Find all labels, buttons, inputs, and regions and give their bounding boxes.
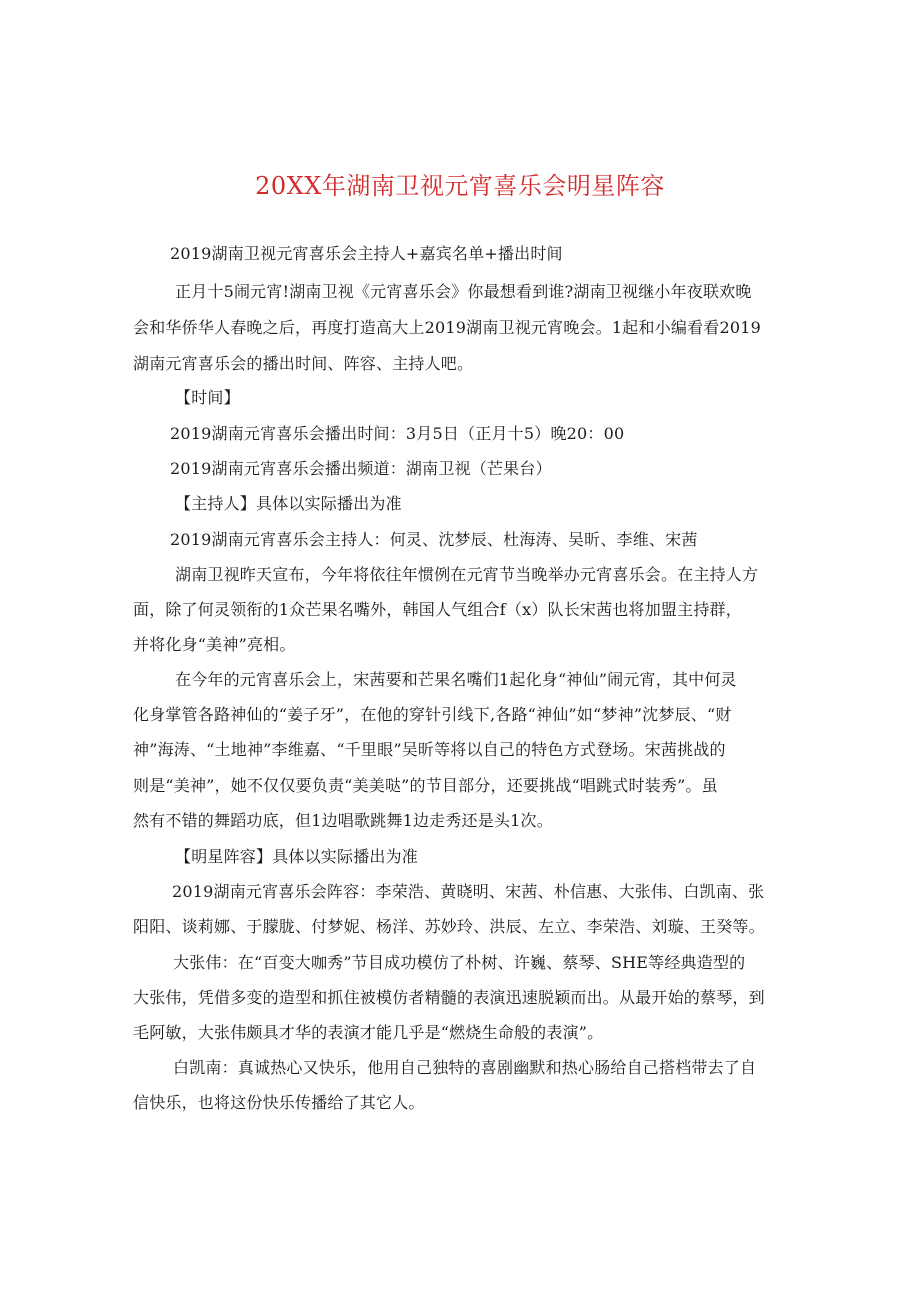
section-heading-time: 【时间】 [175,388,240,407]
paragraph-line: 并将化身“美神”亮相。 [133,635,296,654]
paragraph-line: 2019湖南元宵喜乐会阵容：李荣浩、黄晓明、宋茜、朴信惠、大张伟、白凯南、张 [172,882,765,901]
subtitle-line: 2019湖南卫视元宵喜乐会主持人+嘉宾名单+播出时间 [170,244,563,263]
paragraph-line: 然有不错的舞蹈功底，但1边唱歌跳舞1边走秀还是头1次。 [133,811,553,830]
section-heading-host: 【主持人】具体以实际播出为准 [175,494,402,513]
paragraph-line: 白凯南：真诚热心又快乐，他用自己独特的喜剧幽默和热心肠给自己搭档带去了自 [173,1058,757,1077]
paragraph-line: 信快乐，也将这份快乐传播给了其它人。 [133,1093,425,1112]
paragraph-line: 大张伟：在“百变大咖秀”节目成功模仿了朴树、许巍、蔡琴、SHE等经典造型的 [173,953,746,972]
paragraph-line: 毛阿敏，大张伟颇具才华的表演才能几乎是“燃烧生命般的表演”。 [133,1023,604,1042]
paragraph-line: 会和华侨华人春晚之后，再度打造高大上2019湖南卫视元宵晚会。1起和小编看看2019 [133,318,762,337]
paragraph-line: 则是“美神”，她不仅仅要负责“美美哒”的节目部分，还要挑战“唱跳式时装秀”。虽 [133,776,718,795]
paragraph-line: 在今年的元宵喜乐会上，宋茜要和芒果名嘴们1起化身“神仙”闹元宵，其中何灵 [175,670,737,689]
paragraph-line: 2019湖南元宵喜乐会播出频道：湖南卫视（芒果台） [170,459,552,478]
paragraph-line: 正月十5闹元宵!湖南卫视《元宵喜乐会》你最想看到谁?湖南卫视继小年夜联欢晚 [175,282,752,301]
paragraph-line: 湖南卫视昨天宣布，今年将依往年惯例在元宵节当晚举办元宵喜乐会。在主持人方 [175,565,759,584]
paragraph-line: 阳阳、谈莉娜、于朦胧、付梦妮、杨洋、苏妙玲、洪辰、左立、李荣浩、刘璇、王癸等。 [133,917,765,936]
paragraph-line: 2019湖南元宵喜乐会主持人：何灵、沈梦辰、杜海涛、吴昕、李维、宋茜 [170,530,698,549]
paragraph-line: 化身掌管各路神仙的“姜子牙”，在他的穿针引线下,各路“神仙”如“梦神”沈梦辰、“财 [133,705,732,724]
paragraph-line: 2019湖南元宵喜乐会播出时间：3月5日（正月十5）晚20：00 [170,424,625,443]
page-title: 20XX年湖南卫视元宵喜乐会明星阵容 [255,172,665,200]
section-heading-stars: 【明星阵容】具体以实际播出为准 [175,847,419,866]
paragraph-line: 面，除了何灵领衔的1众芒果名嘴外，韩国人气组合f（x）队长宋茜也将加盟主持群， [133,600,742,619]
paragraph-line: 大张伟，凭借多变的造型和抓住被模仿者精髓的表演迅速脱颖而出。从最开始的蔡琴，到 [133,988,765,1007]
paragraph-line: 湖南元宵喜乐会的播出时间、阵容、主持人吧。 [133,354,474,373]
paragraph-line: 神”海涛、“土地神”李维嘉、“千里眼”吴昕等将以自己的特色方式登场。宋茜挑战的 [133,740,726,759]
